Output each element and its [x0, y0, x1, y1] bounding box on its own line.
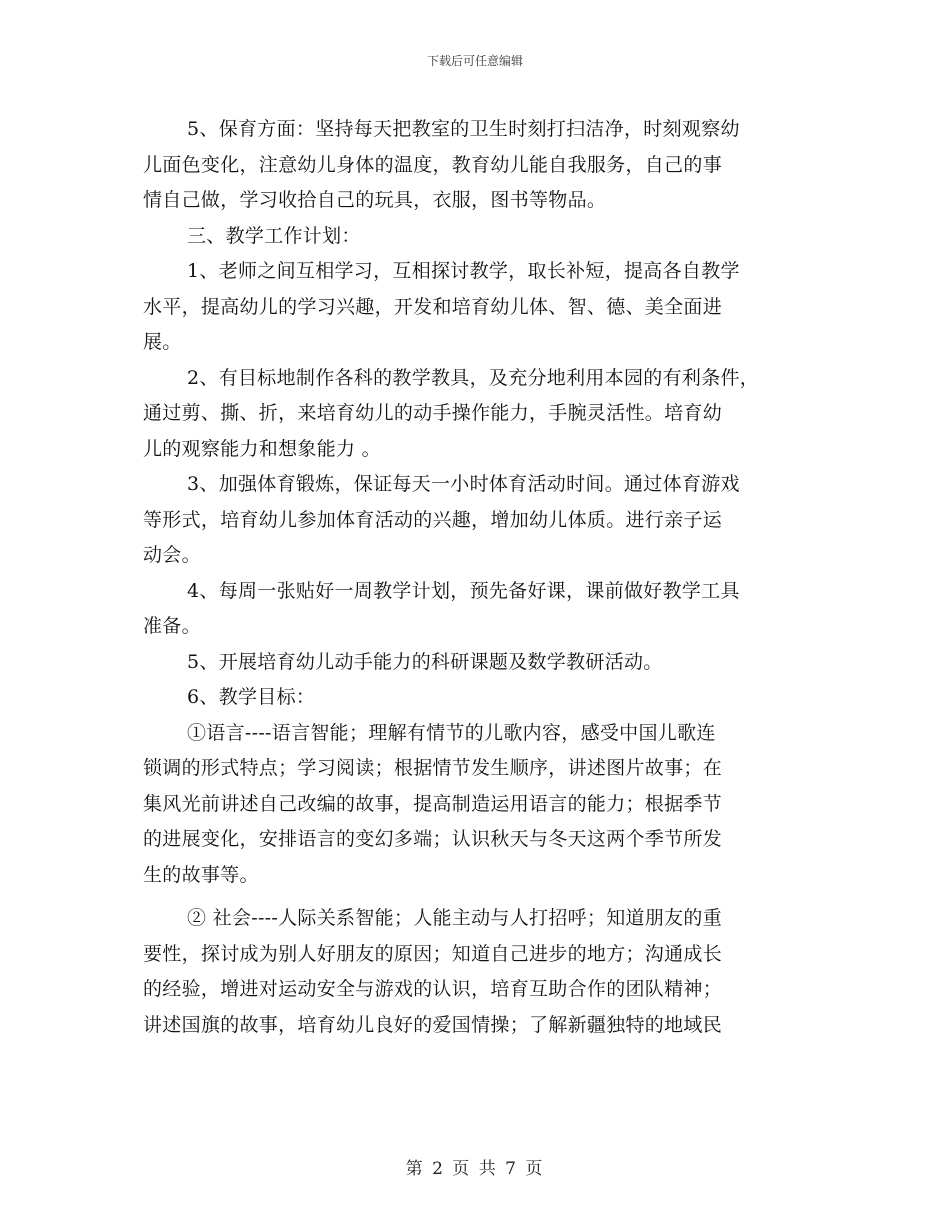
text-line: 三、教学工作计划： — [187, 224, 361, 247]
paragraph-goal-society — [143, 901, 823, 1043]
section-heading-teaching-plan — [143, 219, 823, 255]
paragraph-item-1 — [143, 254, 823, 361]
text-line: 的经验，增进对运动安全与游戏的认识，培育互助合作的团队精神； — [143, 978, 723, 1000]
paragraph-item-3 — [143, 467, 823, 574]
text-line: 儿面色变化，注意幼儿身体的温度，教育幼儿能自我服务，自己的事 — [143, 153, 723, 176]
text-line: 集风光前讲述自己改编的故事，提高制造运用语言的能力；根据季节 — [143, 792, 723, 815]
text-line: 3、加强体育锻炼，保证每天一小时体育活动时间。通过体育游戏 — [187, 473, 740, 495]
paragraph-item-5 — [143, 645, 823, 681]
text-line: 生的故事等。 — [143, 863, 259, 886]
paragraph-childcare — [143, 112, 823, 219]
paragraph-goal-language — [143, 716, 823, 894]
text-line: 动会。 — [143, 544, 201, 566]
text-line: 5、保育方面：坚持每天把教室的卫生时刻打扫洁净，时刻观察幼 — [187, 118, 740, 140]
text-line: 准备。 — [143, 615, 201, 637]
text-line: 4、每周一张贴好一周教学计划，预先备好课，课前做好教学工具 — [187, 579, 740, 602]
text-line: 6、教学目标： — [187, 686, 316, 708]
text-line: 讲述国旗的故事，培育幼儿良好的爱国情操；了解新疆独特的地域民 — [143, 1013, 723, 1036]
page-number: 第 2 页 共 7 页 — [405, 1159, 545, 1179]
text-line: ①语言----语言智能；理解有情节的儿歌内容，感受中国儿歌连 — [187, 721, 716, 744]
text-line: 通过剪、撕、折，来培育幼儿的动手操作能力，手腕灵活性。培育幼 — [143, 402, 723, 424]
text-line: 等形式，培育幼儿参加体育活动的兴趣，增加幼儿体质。进行亲子运 — [143, 508, 723, 531]
paragraph-item-4 — [143, 574, 823, 645]
text-line: 2、有目标地制作各科的教学教具，及充分地利用本园的有利条件， — [187, 366, 760, 389]
text-line: 1、老师之间互相学习，互相探讨教学，取长补短，提高各自教学 — [187, 260, 740, 282]
text-line: 儿的观察能力和想象能力 。 — [143, 437, 381, 460]
text-line: 的进展变化，安排语言的变幻多端；认识秋天与冬天这两个季节所发 — [143, 828, 723, 850]
paragraph-item-2 — [143, 361, 823, 468]
page-header: 下载后可任意编辑 — [426, 54, 523, 68]
document-body — [143, 112, 823, 1043]
text-line: 水平，提高幼儿的学习兴趣，开发和培育幼儿体、智、德、美全面进 — [143, 295, 723, 318]
text-line: 5、开展培育幼儿动手能力的科研课题及数学教研活动。 — [187, 650, 663, 673]
text-line: 锁调的形式特点；学习阅读；根据情节发生顺序，讲述图片故事；在 — [143, 757, 723, 779]
text-line: 情自己做，学习收拾自己的玩具，衣服，图书等物品。 — [143, 189, 607, 211]
text-line: ② 社会----人际关系智能；人能主动与人打招呼；知道朋友的重 — [187, 907, 723, 929]
text-line: 展。 — [143, 331, 182, 353]
paragraph-item-6 — [143, 680, 823, 716]
text-line: 要性，探讨成为别人好朋友的原因；知道自己进步的地方；沟通成长 — [143, 942, 723, 965]
